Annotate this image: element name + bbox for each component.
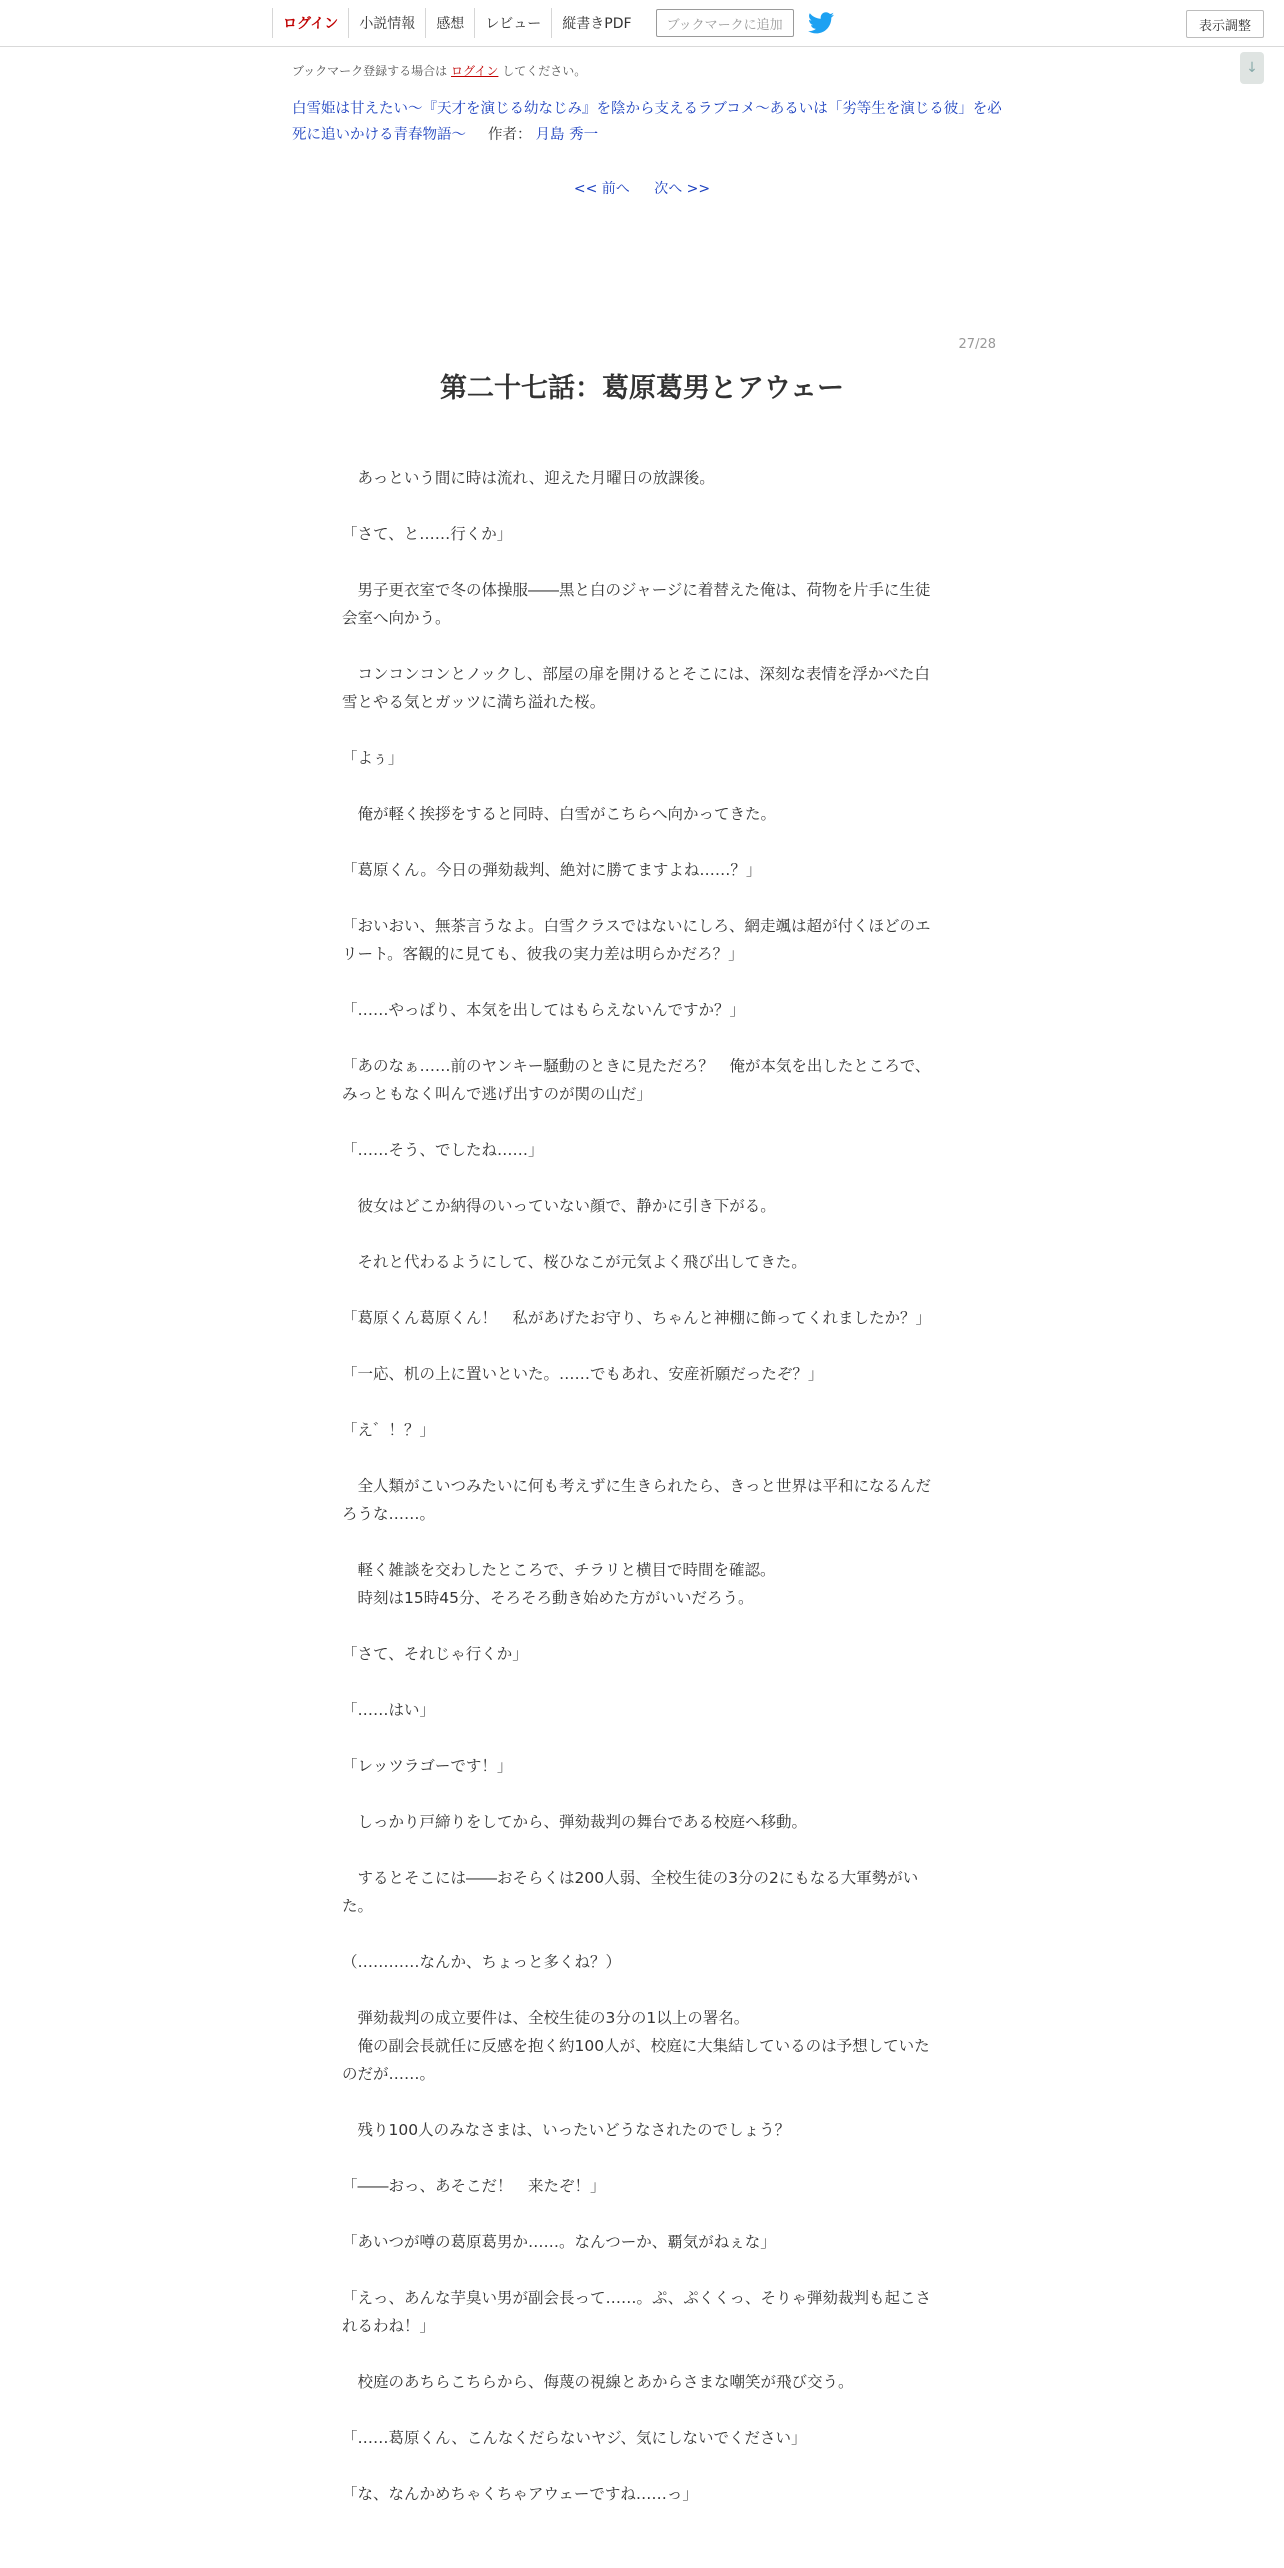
previous-episode-link[interactable]: << 前へ: [573, 181, 630, 197]
nav-vertical-pdf-link[interactable]: 縦書きPDF: [551, 8, 641, 38]
author-name-link[interactable]: 月島 秀一: [535, 127, 599, 143]
body-paragraph: それと代わるようにして、桜ひなこが元気よく飛び出してきた。: [342, 1253, 807, 1271]
novel-body: [342, 464, 942, 2536]
novel-title-link[interactable]: 白雪姫は甘えたい～『天才を演じる幼なじみ』を陰から支えるラブコメ～あるいは「劣等生を演じる彼」を必死に追いかける青春物語～: [292, 101, 1002, 143]
body-paragraph: 軽く雑談を交わしたところで、チラリと横目で時間を確認。 時刻は15時45分、そろそろ動き始めた方がいいだろう。: [357, 1561, 776, 1607]
body-paragraph: 全人類がこいつみたいに何も考えずに生きられたら、きっと世界は平和になるんだろうな……。: [342, 1477, 932, 1523]
body-paragraph: 「さて、と……行くか」: [342, 525, 513, 543]
top-navigation-bar: [0, 0, 1284, 47]
body-paragraph: 「葛原くん葛原くん！ 私があげたお守り、ちゃんと神棚に飾ってくれましたか？」: [342, 1309, 932, 1327]
body-paragraph: 「……やっぱり、本気を出してはもらえないんですか？」: [342, 1001, 746, 1019]
nav-impressions-link[interactable]: 感想: [425, 8, 474, 38]
body-paragraph: 「……葛原くん、こんなくだらないヤジ、気にしないでください」: [342, 2429, 807, 2447]
body-paragraph: 「さて、それじゃ行くか」: [342, 1645, 528, 1663]
body-paragraph: 「――おっ、あそこだ！ 来たぞ！」: [342, 2177, 606, 2195]
twitter-share-icon[interactable]: [808, 11, 836, 35]
body-paragraph: あっという間に時は流れ、迎えた月曜日の放課後。: [342, 469, 715, 487]
body-paragraph: 「レッツラゴーです！」: [342, 1757, 513, 1775]
body-paragraph: するとそこには――おそらくは200人弱、全校生徒の3分の2にもなる大軍勢がいた。: [342, 1869, 919, 1915]
body-paragraph: 「な、なんかめちゃくちゃアウェーですね……っ」: [342, 2485, 698, 2503]
body-paragraph: 弾劾裁判の成立要件は、全校生徒の3分の1以上の署名。 俺の副会長就任に反感を抱く約100人が、校庭に大集結しているのは予想していたのだが……。: [342, 2009, 930, 2083]
body-paragraph: 「あいつが噂の葛原葛男か……。なんつーか、覇気がねぇな」: [342, 2233, 776, 2251]
chapter-title: 第二十七話：葛原葛男とアウェー: [440, 373, 844, 404]
nav-login-link[interactable]: ログイン: [272, 8, 348, 38]
add-bookmark-button[interactable]: ブックマークに追加: [656, 9, 794, 37]
scroll-down-button[interactable]: ↓: [1240, 52, 1264, 84]
body-paragraph: 残り100人のみなさまは、いったいどうなされたのでしょう？: [342, 2121, 791, 2139]
next-episode-link[interactable]: 次へ >>: [654, 181, 711, 197]
body-paragraph: 「……そう、でしたね……」: [342, 1141, 544, 1159]
body-paragraph: 彼女はどこか納得のいっていない顔で、静かに引き下がる。: [342, 1197, 776, 1215]
body-paragraph: 「よぅ」: [342, 749, 404, 767]
novel-title-block: [292, 96, 1012, 148]
body-paragraph: しっかり戸締りをしてから、弾劾裁判の舞台である校庭へ移動。: [342, 1813, 808, 1831]
nav-menu: [272, 0, 836, 46]
episode-pager: [0, 178, 1284, 198]
body-paragraph: （…………なんか、ちょっと多くね？）: [342, 1953, 622, 1971]
body-paragraph: 「あのなぁ……前のヤンキー騒動のときに見ただろ？ 俺が本気を出したところで、みっともなく叫んで逃げ出すのが関の山だ」: [342, 1057, 931, 1103]
bookmark-notice-suffix: してください。: [502, 64, 587, 78]
body-paragraph: 「……はい」: [342, 1701, 436, 1719]
display-settings-button[interactable]: 表示調整: [1186, 10, 1264, 38]
nav-review-link[interactable]: レビュー: [474, 8, 551, 38]
body-paragraph: 校庭のあちらこちらから、侮蔑の視線とあからさまな嘲笑が飛び交う。: [342, 2373, 854, 2391]
bookmark-notice-prefix: ブックマーク登録する場合は: [292, 64, 448, 78]
episode-counter: 27/28: [958, 337, 996, 352]
body-paragraph: 俺が軽く挨拶をすると同時、白雪がこちらへ向かってきた。: [342, 805, 777, 823]
body-paragraph: コンコンコンとノックし、部屋の扉を開けるとそこには、深刻な表情を浮かべた白雪とやる気とガッツに満ち溢れた桜。: [342, 665, 930, 711]
body-paragraph: 「葛原くん。今日の弾劾裁判、絶対に勝てますよね……？」: [342, 861, 762, 879]
body-paragraph: 「え゛！？」: [342, 1421, 436, 1439]
body-paragraph: 「えっ、あんな芋臭い男が副会長って……。ぷ、ぷくくっ、そりゃ弾劾裁判も起こされるわね！」: [342, 2289, 932, 2335]
bookmark-login-notice: [292, 62, 586, 79]
body-paragraph: 男子更衣室で冬の体操服――黒と白のジャージに着替えた俺は、荷物を片手に生徒会室へ向かう。: [342, 581, 931, 627]
author-label: 作者：: [488, 127, 532, 143]
nav-novel-info-link[interactable]: 小説情報: [348, 8, 425, 38]
bookmark-notice-login-link[interactable]: ログイン: [451, 64, 499, 78]
body-paragraph: 「一応、机の上に置いといた。……でもあれ、安産祈願だったぞ？」: [342, 1365, 824, 1383]
body-paragraph: 「おいおい、無茶言うなよ。白雪クラスではないにしろ、網走颯は超が付くほどのエリート。客観的に見ても、彼我の実力差は明らかだろ？」: [342, 917, 931, 963]
